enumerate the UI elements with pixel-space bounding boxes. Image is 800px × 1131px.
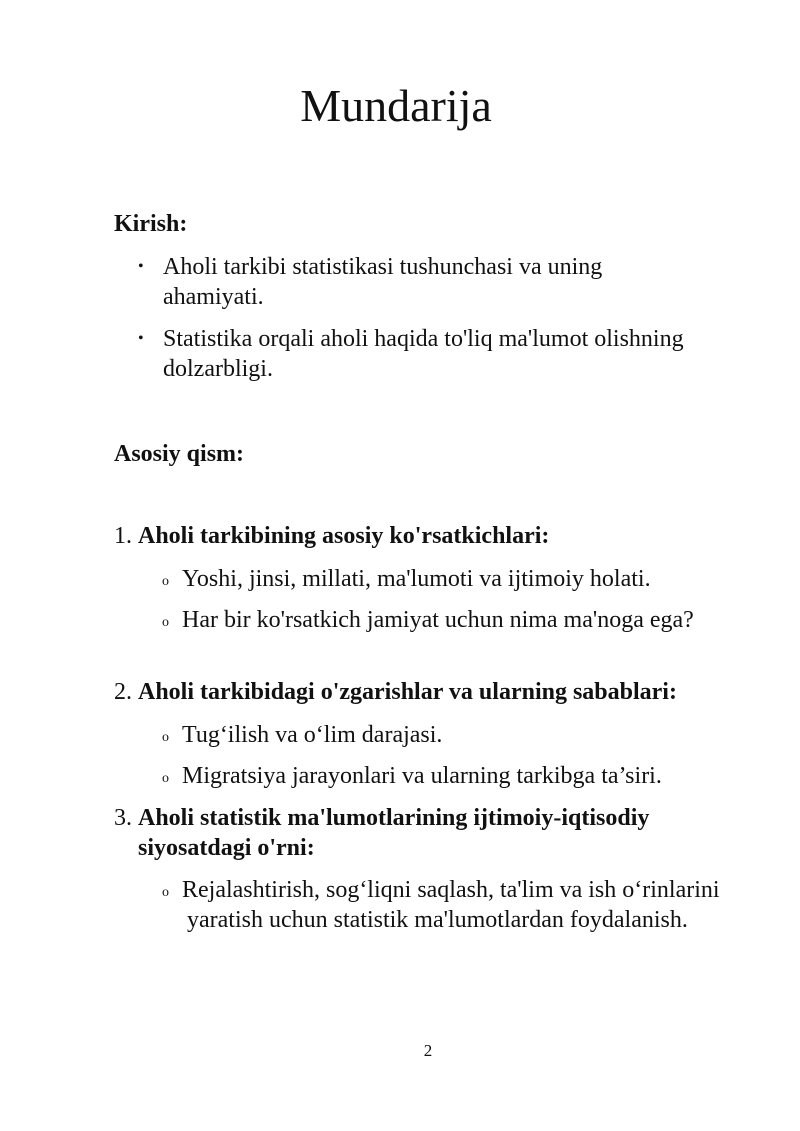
hollow-bullet-icon: o [162, 771, 169, 786]
sub-list-item [162, 564, 742, 594]
intro-bullet-text: Aholi tarkibi statistikasi tushunchasi va uning ahamiyati. [163, 254, 603, 310]
bullet-icon: • [138, 330, 144, 347]
page-number: 2 [423, 1041, 433, 1060]
section-title: Aholi statistik ma'lumotlarining ijtimoiy-iqtisodiy siyosatdagi o'rni: [138, 805, 650, 861]
sub-item-text: Migratsiya jarayonlari va ularning tarkibga ta’siri. [182, 763, 662, 789]
sub-item-text: Rejalashtirish, sog‘liqni saqlash, ta'lim va ish o‘rinlarini yaratish uchun statistik ma'lumotlardan foydalanish. [182, 877, 720, 933]
main-heading: Asosiy qism: [114, 441, 245, 467]
section-number: 1. [114, 523, 132, 549]
sub-item-text: Tug‘ilish va o‘lim darajasi. [182, 722, 443, 748]
section-item [114, 521, 754, 551]
hollow-bullet-icon: o [162, 885, 169, 900]
intro-heading: Kirish: [114, 211, 188, 237]
section-title: Aholi tarkibidagi o'zgarishlar va ularning sabablari: [138, 679, 677, 705]
hollow-bullet-icon: o [162, 574, 169, 589]
section-item [114, 677, 754, 707]
sub-list-item [162, 605, 742, 635]
section-title: Aholi tarkibining asosiy ko'rsatkichlari: [138, 523, 550, 549]
bullet-icon: • [138, 258, 144, 275]
intro-bullet-item [138, 324, 698, 384]
section-number: 3. [114, 805, 132, 831]
sub-list-item [162, 875, 742, 935]
section-item [114, 803, 754, 863]
section-number: 2. [114, 679, 132, 705]
hollow-bullet-icon: o [162, 615, 169, 630]
page-title: Mundarija [300, 80, 492, 131]
intro-bullet-text: Statistika orqali aholi haqida to'liq ma'lumot olishning dolzarbligi. [163, 326, 684, 382]
sub-list-item [162, 720, 742, 750]
intro-bullet-item [138, 252, 698, 312]
sub-item-text: Yoshi, jinsi, millati, ma'lumoti va ijtimoiy holati. [182, 566, 651, 592]
sub-list-item [162, 761, 742, 791]
sub-item-text: Har bir ko'rsatkich jamiyat uchun nima ma'noga ega? [182, 607, 694, 633]
hollow-bullet-icon: o [162, 730, 169, 745]
